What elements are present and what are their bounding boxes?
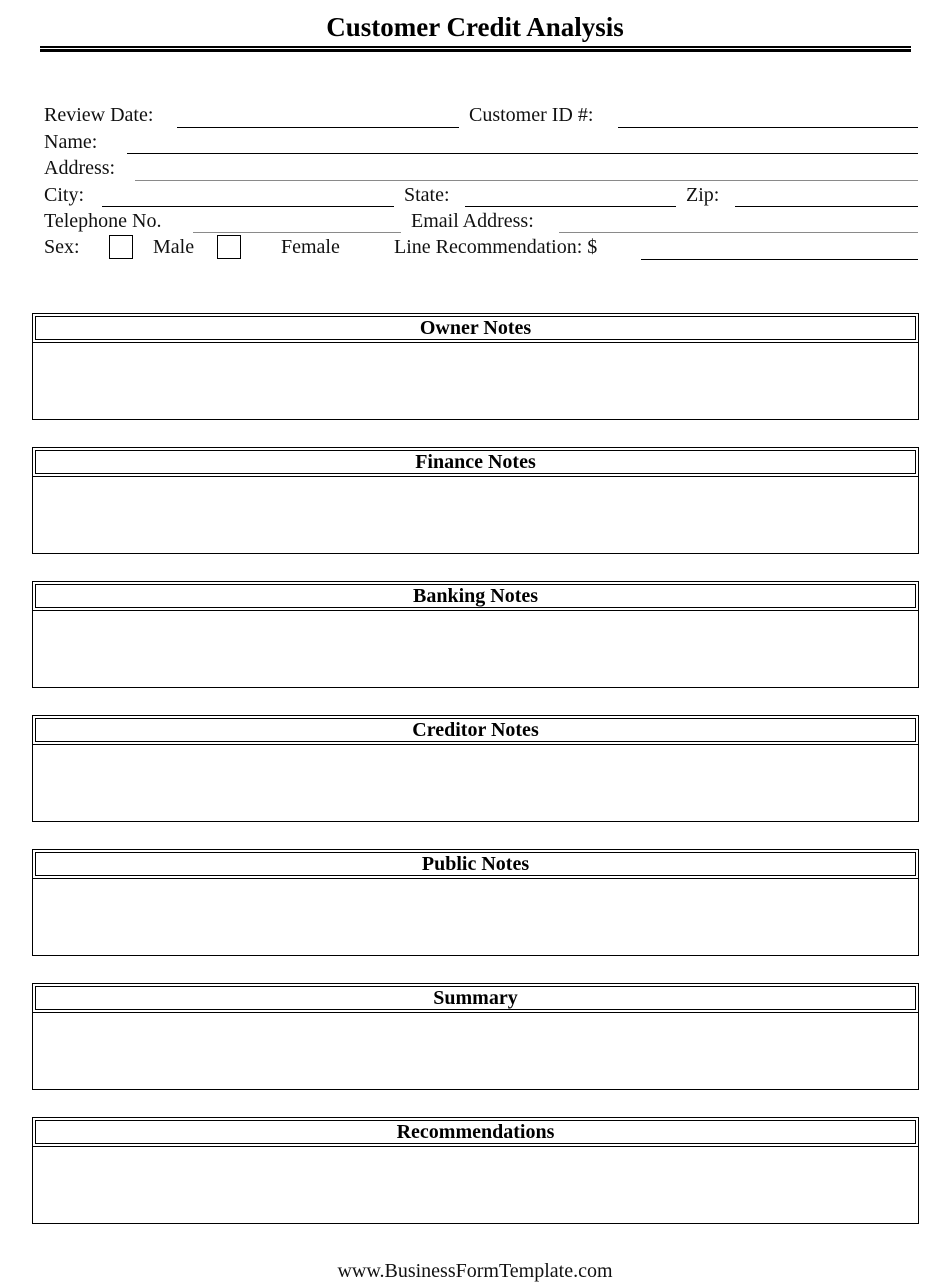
name-field[interactable]	[127, 153, 918, 154]
zip-label: Zip:	[686, 184, 720, 206]
section-summary	[32, 983, 919, 1090]
section-heading: Finance Notes	[35, 450, 916, 474]
address-field[interactable]	[135, 180, 918, 181]
state-field[interactable]	[465, 206, 676, 207]
line-recommendation-field[interactable]	[641, 259, 918, 260]
owner-notes-area[interactable]	[34, 344, 917, 418]
page-title: Customer Credit Analysis	[326, 12, 624, 42]
finance-notes-area[interactable]	[34, 478, 917, 552]
female-label: Female	[281, 236, 340, 258]
section-recommendations	[32, 1117, 919, 1224]
section-divider	[33, 476, 918, 477]
review-date-field[interactable]	[177, 127, 459, 128]
address-label: Address:	[44, 157, 116, 179]
section-heading: Owner Notes	[35, 316, 916, 340]
section-heading: Public Notes	[35, 852, 916, 876]
name-label: Name:	[44, 131, 98, 153]
email-field[interactable]	[559, 232, 918, 233]
telephone-field[interactable]	[193, 232, 401, 233]
line-recommendation-label: Line Recommendation: $	[394, 236, 598, 258]
section-finance-notes	[32, 447, 919, 554]
footer-url: www.BusinessFormTemplate.com	[337, 1260, 613, 1282]
section-divider	[33, 744, 918, 745]
telephone-label: Telephone No.	[44, 210, 162, 232]
city-field[interactable]	[102, 206, 394, 207]
female-checkbox[interactable]	[217, 235, 241, 259]
male-checkbox[interactable]	[109, 235, 133, 259]
section-heading: Summary	[35, 986, 916, 1010]
section-public-notes	[32, 849, 919, 956]
section-divider	[33, 610, 918, 611]
section-divider	[33, 878, 918, 879]
male-label: Male	[153, 236, 195, 258]
title-double-rule	[40, 46, 911, 52]
section-creditor-notes	[32, 715, 919, 822]
section-divider	[33, 1146, 918, 1147]
banking-notes-area[interactable]	[34, 612, 917, 686]
zip-field[interactable]	[735, 206, 918, 207]
section-heading: Creditor Notes	[35, 718, 916, 742]
email-label: Email Address:	[411, 210, 534, 232]
sex-label: Sex:	[44, 236, 80, 258]
section-divider	[33, 1012, 918, 1013]
section-heading: Banking Notes	[35, 584, 916, 608]
city-label: City:	[44, 184, 85, 206]
section-divider	[33, 342, 918, 343]
section-banking-notes	[32, 581, 919, 688]
state-label: State:	[404, 184, 450, 206]
recommendations-area[interactable]	[34, 1148, 917, 1222]
section-owner-notes	[32, 313, 919, 420]
public-notes-area[interactable]	[34, 880, 917, 954]
review-date-label: Review Date:	[44, 104, 154, 126]
summary-area[interactable]	[34, 1014, 917, 1088]
customer-id-field[interactable]	[618, 127, 918, 128]
customer-id-label: Customer ID #:	[469, 104, 594, 126]
creditor-notes-area[interactable]	[34, 746, 917, 820]
section-heading: Recommendations	[35, 1120, 916, 1144]
